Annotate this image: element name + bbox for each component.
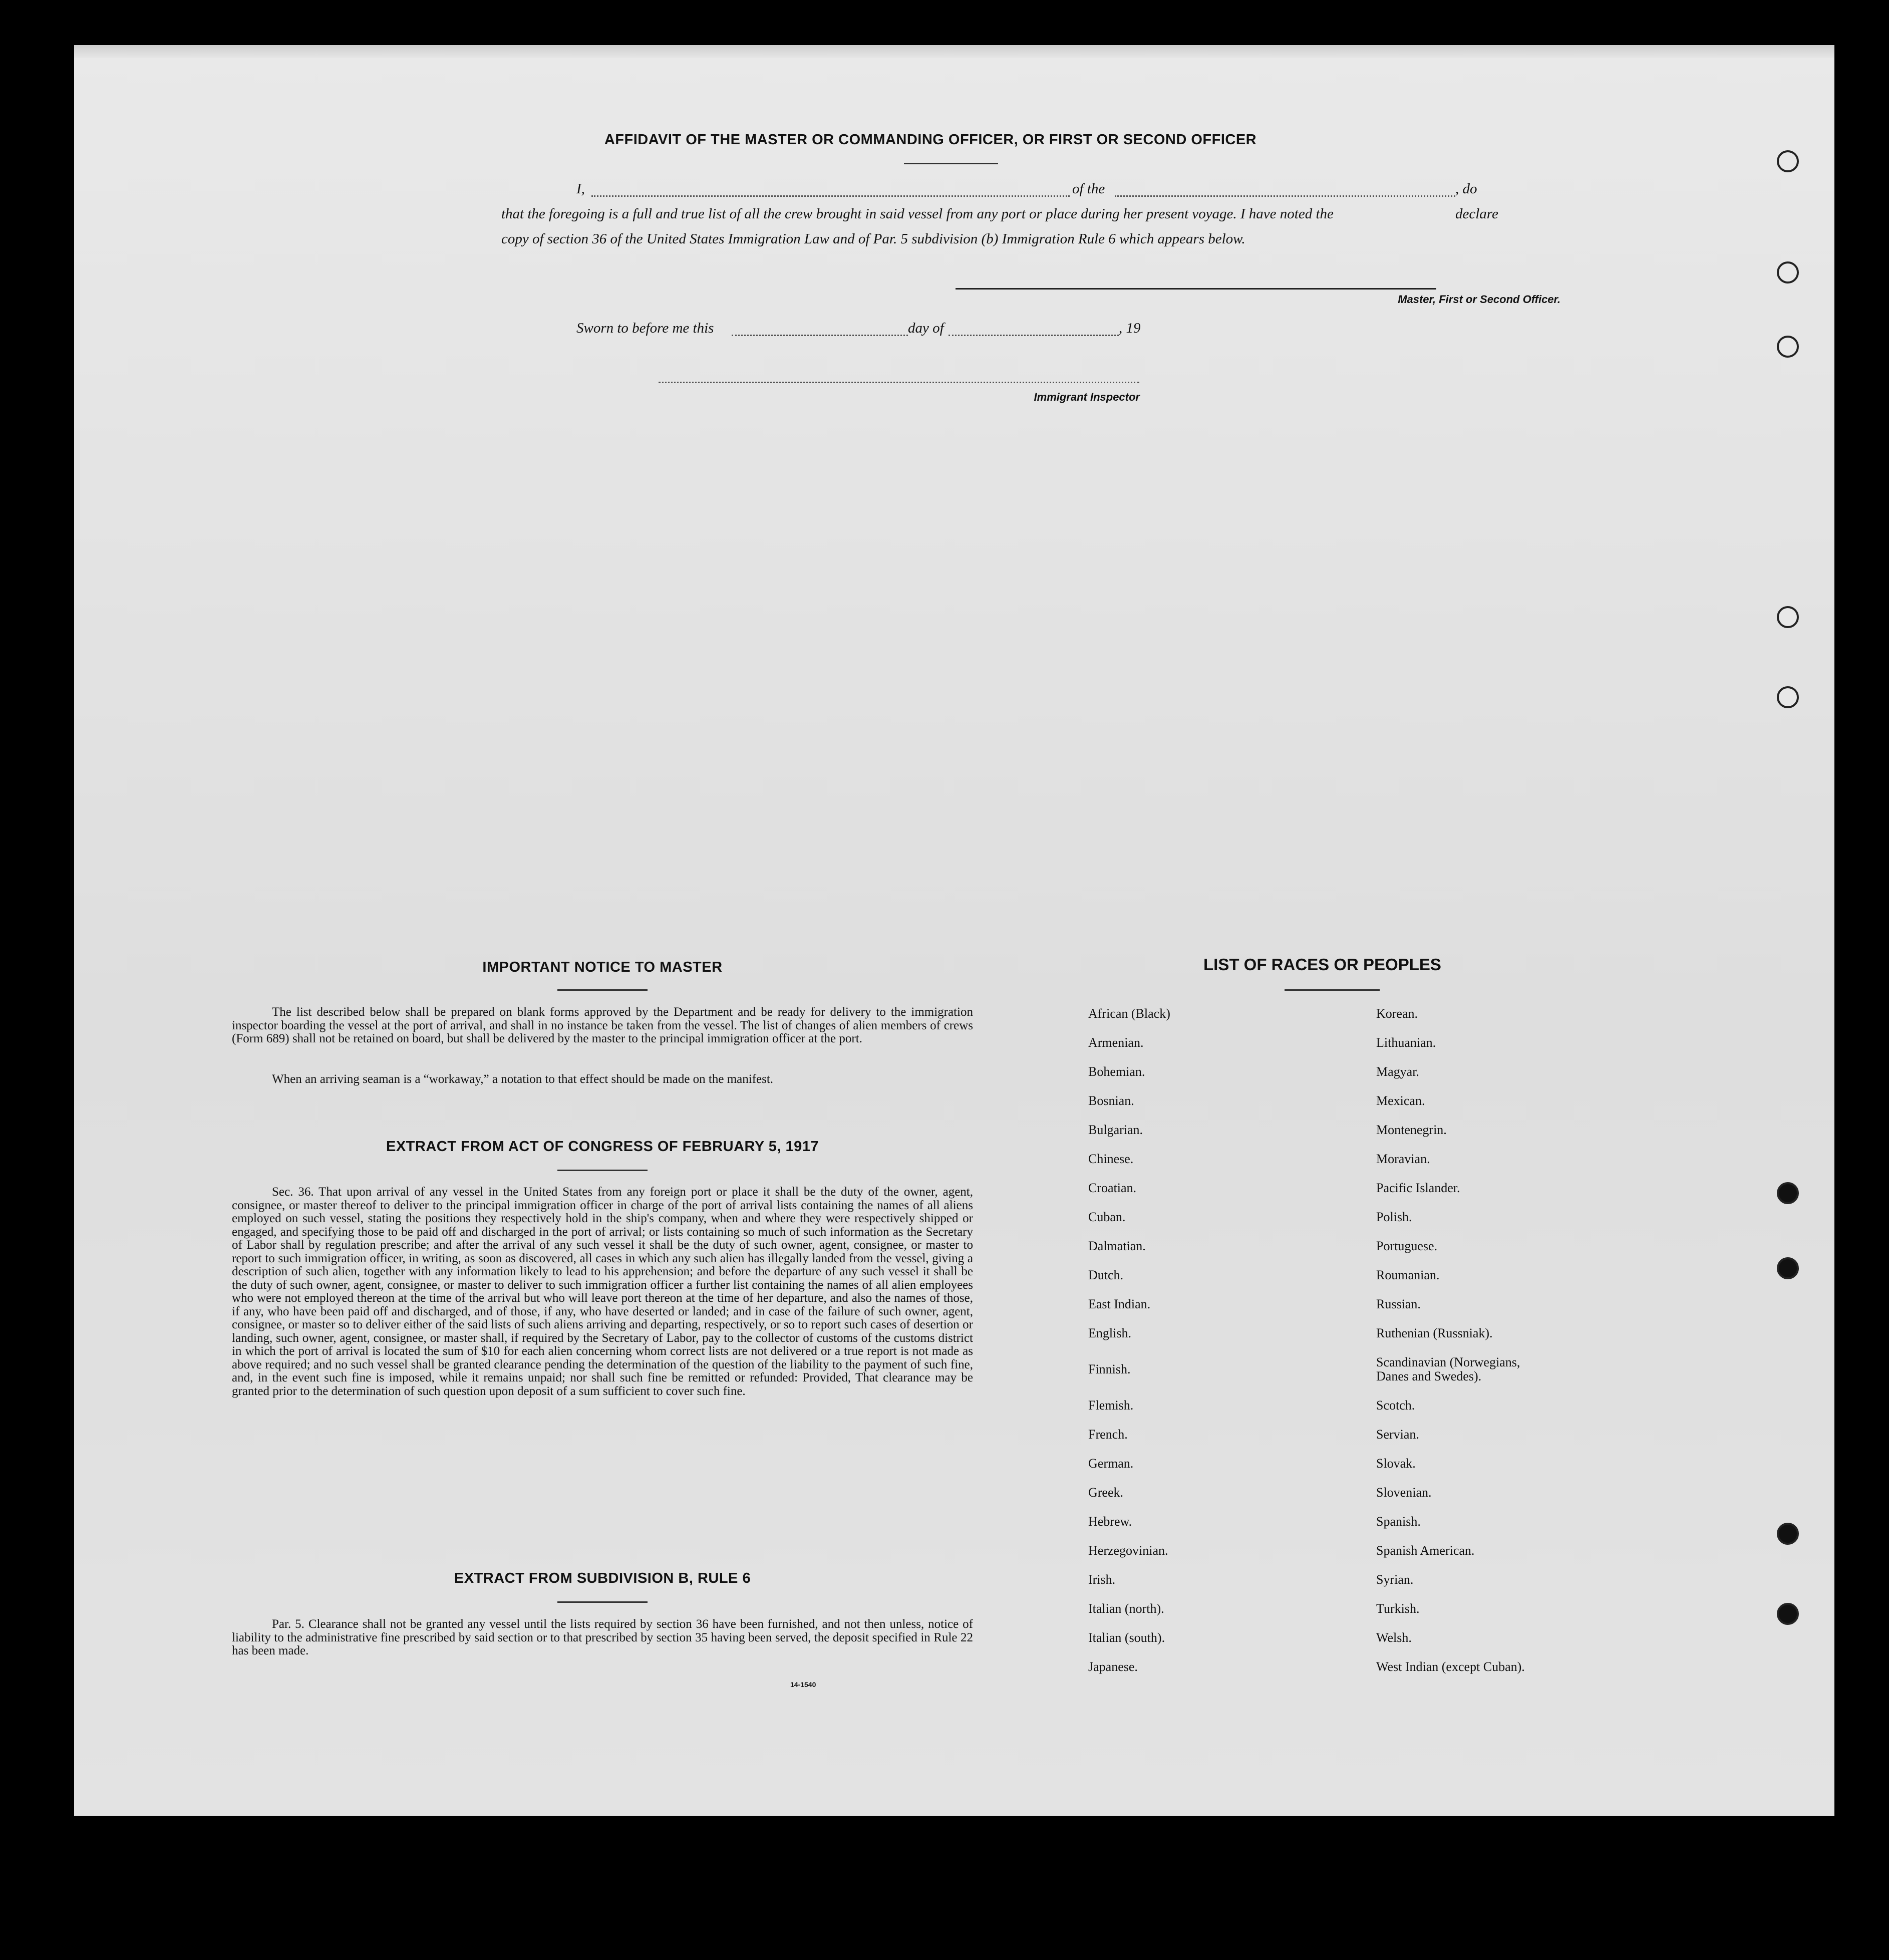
form-number: 14-1540	[790, 1681, 816, 1689]
race-item: French.	[1088, 1427, 1128, 1442]
race-item: Lithuanian.	[1376, 1035, 1436, 1050]
race-item: Russian.	[1376, 1297, 1421, 1311]
page-fold	[74, 45, 1834, 58]
day-blank	[732, 335, 908, 336]
race-item: Flemish.	[1088, 1398, 1134, 1413]
punch-hole	[1777, 1603, 1799, 1625]
rule-rule	[557, 1601, 648, 1603]
punch-hole	[1777, 150, 1799, 172]
races-heading: LIST OF RACES OR PEOPLES	[1203, 955, 1441, 974]
race-item: Dutch.	[1088, 1268, 1124, 1282]
heading-rule	[904, 163, 998, 164]
race-item: Irish.	[1088, 1572, 1116, 1587]
race-item: Spanish.	[1376, 1514, 1421, 1529]
act-heading: EXTRACT FROM ACT OF CONGRESS OF FEBRUARY 5, 1917	[386, 1139, 819, 1155]
affidavit-heading: AFFIDAVIT OF THE MASTER OR COMMANDING OFFICER, OR FIRST OR SECOND OFFICER	[604, 132, 1257, 148]
race-item: Pacific Islander.	[1376, 1181, 1460, 1195]
race-item: Montenegrin.	[1376, 1123, 1447, 1137]
rule-paragraph: Par. 5. Clearance shall not be granted any vessel until the lists required by section 36 have been furnished, and not then unless, notice of liability to the administrative fine prescribed by said section or to that prescribed by section 35 having been served, the deposit specified in Rule 22 has been made.	[232, 1617, 973, 1657]
race-item: Bohemian.	[1088, 1064, 1145, 1079]
race-item: East Indian.	[1088, 1297, 1151, 1311]
race-item: Spanish American.	[1376, 1543, 1475, 1558]
race-item: Dalmatian.	[1088, 1239, 1146, 1253]
race-item: German.	[1088, 1456, 1134, 1471]
race-item: West Indian (except Cuban).	[1376, 1659, 1525, 1674]
master-signature-label: Master, First or Second Officer.	[1398, 293, 1560, 306]
race-item: English.	[1088, 1326, 1131, 1340]
race-item: Portuguese.	[1376, 1239, 1438, 1253]
race-item: Magyar.	[1376, 1064, 1419, 1079]
race-item: Greek.	[1088, 1485, 1124, 1500]
sworn-prefix: Sworn to before me this	[576, 320, 714, 336]
race-item: Croatian.	[1088, 1181, 1137, 1195]
master-signature-line	[956, 288, 1436, 290]
sworn-day-of: day of	[908, 320, 944, 336]
punch-hole	[1777, 1523, 1799, 1545]
declaration-i: I,	[576, 181, 585, 197]
race-item: Roumanian.	[1376, 1268, 1440, 1282]
notice-paragraph-2: When an arriving seaman is a “workaway,” a notation to that effect should be made on the manifest.	[272, 1072, 774, 1086]
punch-hole	[1777, 336, 1799, 358]
act-rule	[557, 1170, 648, 1171]
race-item: Bulgarian.	[1088, 1123, 1143, 1137]
punch-hole	[1777, 686, 1799, 708]
punch-hole	[1777, 261, 1799, 284]
sworn-year: , 19	[1119, 320, 1141, 336]
punch-hole	[1777, 1182, 1799, 1204]
race-item: Bosnian.	[1088, 1093, 1134, 1108]
name-blank	[591, 195, 1070, 197]
race-item: Ruthenian (Russniak).	[1376, 1326, 1493, 1340]
punch-hole	[1777, 606, 1799, 628]
race-item: Armenian.	[1088, 1035, 1144, 1050]
inspector-label: Immigrant Inspector	[1034, 391, 1140, 403]
race-item: Italian (south).	[1088, 1630, 1165, 1645]
race-item: Slovak.	[1376, 1456, 1416, 1471]
inspector-signature-line	[659, 382, 1139, 383]
act-section-36-text: Sec. 36. That upon arrival of any vessel in the United States from any foreign port or place it shall be the duty of the owner, agent, consignee, or master thereof to deliver to the principal immigration officer in charge of the port of arrival lists containing the names of all aliens employed on such vessel, stating the positions they respectively hold in the ship's company, when and where they were respectively shipped or engaged, and specifying those to be paid off and discharged in the port of arrival; or lists containing so much of such information as the Secretary of Labor shall by regulation prescribe; and after the arrival of any such vessel it shall be the duty of such owner, agent, consignee, or master to report to such immigration officer, in writing, as soon as discovered, all cases in which any such alien has illegally landed from the vessel, giving a description of such alien, together with any information likely to lead to his apprehension; and before the departure of any such vessel it shall be the duty of such owner, agent, consignee, or master to deliver to such immigration officer a further list containing the names of all alien employees who were not employed thereon at the time of the arrival but who will leave port thereon at the time of her departure, and also the names of those, if any, who have been paid off and discharged, and of those, if any, who have deserted or landed; and in case of the failure of such owner, agent, consignee, or master so to deliver either of the said lists of such aliens arriving and departing, respectively, or so to report such cases of desertion or landing, such owner, agent, consignee, or master shall, if required by the Secretary of Labor, pay to the collector of customs of the customs district in which the port of arrival is located the sum of $10 for each alien concerning whom correct lists are not delivered or a true report is not made as above required; and no such vessel shall be granted clearance pending the determination of the question of the liability to the payment of such fine, and, in the event such fine is imposed, while it remains unpaid; nor shall such fine be remitted or refunded: Provided, That clearance may be granted prior to the determination of such question upon deposit of a sum sufficient to cover such fine.	[232, 1185, 973, 1398]
race-item: Servian.	[1376, 1427, 1419, 1442]
race-item: Hebrew.	[1088, 1514, 1132, 1529]
punch-hole	[1777, 1257, 1799, 1279]
race-item: Finnish.	[1088, 1362, 1131, 1376]
notice-rule	[557, 989, 648, 991]
race-item: Syrian.	[1376, 1572, 1414, 1587]
vessel-blank	[1115, 195, 1455, 197]
races-rule	[1285, 989, 1380, 991]
declaration-do-declare: , do declare	[1455, 181, 1498, 222]
race-item: Cuban.	[1088, 1210, 1126, 1224]
form-page	[74, 45, 1834, 1816]
declaration-line-2: that the foregoing is a full and true list of all the crew brought in said vessel from any port or place during her present voyage. I have noted the	[501, 206, 1334, 222]
race-item: African (Black)	[1088, 1006, 1170, 1021]
declaration-of-the: of the	[1072, 181, 1105, 197]
race-item: Chinese.	[1088, 1152, 1134, 1166]
race-item: Korean.	[1376, 1006, 1418, 1021]
month-blank	[949, 335, 1119, 336]
sworn-line	[501, 316, 1202, 341]
race-item: Scotch.	[1376, 1398, 1415, 1413]
rule-heading: EXTRACT FROM SUBDIVISION B, RULE 6	[454, 1570, 751, 1586]
race-item: Herzegovinian.	[1088, 1543, 1168, 1558]
declaration-line-3: copy of section 36 of the United States Immigration Law and of Par. 5 subdivision (b) Immigration Rule 6 which appears below.	[501, 231, 1245, 247]
race-item: Japanese.	[1088, 1659, 1138, 1674]
notice-paragraph-1: The list described below shall be prepared on blank forms approved by the Department and be ready for delivery to the immigration inspector boarding the vessel at the port of arrival, and shall in no instance be taken from the vessel. The list of changes of alien members of crews (Form 689) shall not be retained on board, but shall be delivered by the master to the principal immigration officer at the port.	[232, 1005, 973, 1045]
race-item: Polish.	[1376, 1210, 1412, 1224]
notice-heading: IMPORTANT NOTICE TO MASTER	[482, 959, 723, 975]
affidavit-declaration	[501, 176, 1513, 251]
race-item: Mexican.	[1376, 1093, 1425, 1108]
race-item: Moravian.	[1376, 1152, 1430, 1166]
race-item: Italian (north).	[1088, 1601, 1164, 1616]
race-item: Welsh.	[1376, 1630, 1412, 1645]
race-item: Slovenian.	[1376, 1485, 1432, 1500]
race-item: Scandinavian (Norwegians, Danes and Swedes).	[1376, 1355, 1520, 1383]
race-item: Turkish.	[1376, 1601, 1420, 1616]
